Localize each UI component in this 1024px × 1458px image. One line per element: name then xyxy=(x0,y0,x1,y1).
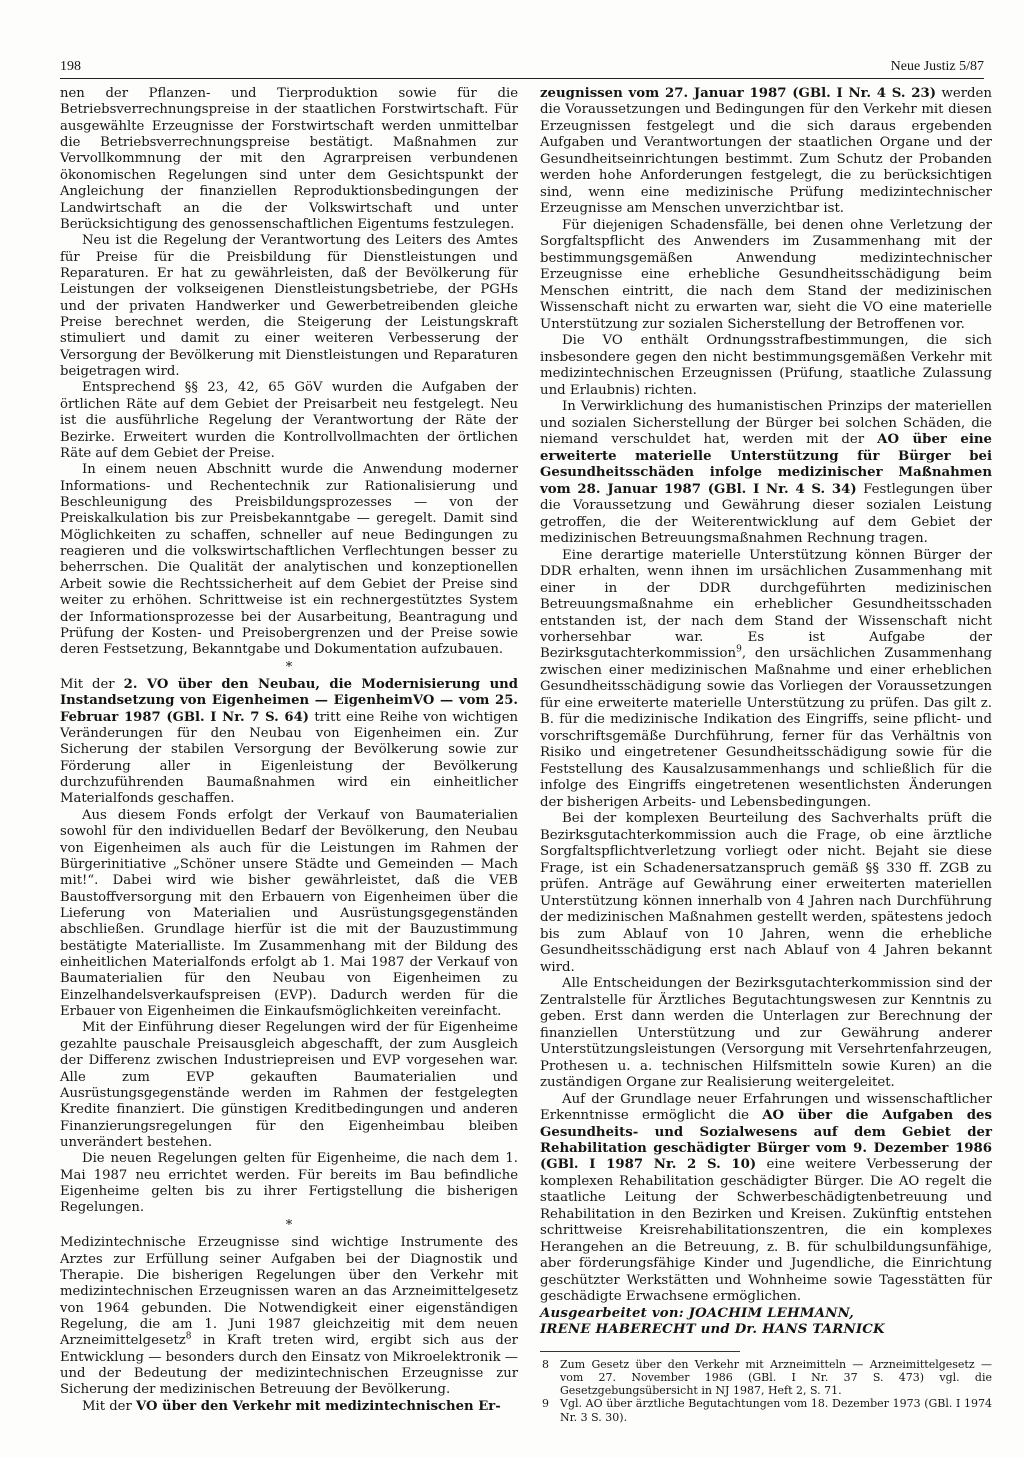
footnote xyxy=(540,1397,992,1423)
regulation-citation: AO über eine erweiterte materielle Unterstützung für Bürger bei Gesundheitsschäden infolge medizinischer Maßnahmen vom 28. Januar 1987 (GBl. I Nr. 4 S. 34) xyxy=(540,432,992,497)
footnote-ref: 8 xyxy=(185,1331,192,1342)
text-run: In Verwirklichung des humanistischen Prinzips der materiellen und sozialen Sicherstellung der Bürger bei solchen Schäden, die niemand verschuldet hat, werden mit der xyxy=(540,399,992,448)
page-number: 198 xyxy=(60,59,81,74)
author-byline: IRENE HABERECHT und Dr. HANS TARNICK xyxy=(540,1322,885,1338)
author-byline: Ausgearbeitet von: JOACHIM LEHMANN, xyxy=(540,1305,854,1321)
text-run: Mit der xyxy=(82,1398,136,1414)
footnote-ref: 9 xyxy=(736,645,742,656)
footnote-number: 8 xyxy=(542,1357,549,1371)
footnote-number: 9 xyxy=(542,1397,549,1411)
text-run: werden die Voraussetzungen und Bedingungen für den Verkehr mit diesen Erzeugnissen festgelegt und die sich daraus ergebenden Aufgaben und Verantwortungen der staatlichen Organe und der Gesundheitseinrichtungen bestimmt. Zum Schutz der Probanden werden hohe Anforderungen festgelegt, die zu berücksichtigen sind, wenn eine medizinische Prüfung medizintechnischer Erzeugnisse am Menschen unverzichtbar ist. xyxy=(540,86,992,217)
footnote-text: Zum Gesetz über den Verkehr mit Arzneimitteln — Arzneimittelgesetz — vom 27. November 1986 (GBl. I Nr. 37 S. 473) vgl. die Gesetzgebungsübersicht in NJ 1987, Heft 2, S. 71. xyxy=(560,1357,992,1398)
paragraph xyxy=(540,399,992,547)
regulation-citation: zeugnissen vom 27. Januar 1987 (GBl. I Nr. 4 S. 23) xyxy=(540,86,937,101)
right-column xyxy=(540,86,992,1424)
text-run: Festlegungen über die Voraussetzung und Gewährung dieser sozialen Leistung getroffen, die der Weiterentwicklung auf dem Gebiet der medizinischen Betreuungsmaßnahmen Rechnung tragen. xyxy=(540,481,992,547)
regulation-citation: 2. VO über den Neubau, die Modernisierung und Instandsetzung von Eigenheimen — EigenheimVO — vom 25. Februar 1987 (GBl. I Nr. 7 S. 64) xyxy=(60,676,518,725)
text-run: in Kraft treten wird, ergibt sich aus der Entwicklung — besonders durch den Einsatz von Mikroelektronik — und der Bedeutung der medizintechnischen Erzeugnisse zur Sicherung der medizinischen Betreuung der Bevölkerung. xyxy=(60,1333,518,1398)
paragraph: Für diejenigen Schadensfälle, bei denen ohne Verletzung der Sorgfaltspflicht des Anwenders im Zusammenhang mit der bestimmungsgemäßen Anwendung medizintechnischer Erzeugnisse eine erhebliche Gesundheitsschädigung beim Menschen eintritt, die nach dem Stand der medizinischen Wissenschaft nicht zu erwarten war, sieht die VO eine materielle Unterstützung zur sozialen Sicherstellung der Betroffenen vor. xyxy=(540,217,992,332)
text-run: Auf der Grundlage neuer Erfahrungen und wissenschaftlicher Erkenntnisse ermöglicht die xyxy=(540,1091,992,1124)
paragraph: Bei der komplexen Beurteilung des Sachverhalts prüft die Bezirksgutachterkommission auch die Frage, ob eine ärztliche Sorgfaltspflichtverletzung vorliegt oder nicht. Bejaht sie diese Frage, ist ein Schadenersatzanspruch gemäß §§ 330 ff. ZGB zu prüfen. Anträge auf Gewährung einer erweiterten materiellen Unterstützung können innerhalb von 4 Jahren nach Durchführung der medizinischen Maßnahmen gestellt werden, spätestens jedoch bis zum Ablauf von 10 Jahren, wenn die erhebliche Gesundheitsschädigung erst nach Ablauf von 4 Jahren bekannt wird. xyxy=(540,811,992,975)
paragraph: Die neuen Regelungen gelten für Eigenheime, die nach dem 1. Mai 1987 neu errichtet werden. Für bereits im Bau befindliche Eigenheime gelten bis zu ihrer Fertigstellung die bisherigen Regelungen. xyxy=(60,1151,518,1216)
paragraph xyxy=(540,548,992,812)
paragraph: Aus diesem Fonds erfolgt der Verkauf von Baumaterialien sowohl für den individuellen Bedarf der Bevölkerung, den Neubau von Eigenheimen als auch für die Leistungen im Rahmen der Bürgerinitiative „Schöner unsere Städte und Gemeinden — Mach mit!“. Dabei wird wie bisher gewährleistet, daß die VEB Baustoffversorgung mit den Erbauern von Eigenheimen über die Lieferung von Materialien und Ausrüstungsgegenständen abschließen. Grundlage hierfür ist die mit der Bauzustimmung bestätigte Materialliste. Im Zusammenhang mit der Bildung des einheitlichen Materialfonds erfolgt ab 1. Mai 1987 der Verkauf von Baumaterialien für den Neubau von Eigenheimen zu Einzelhandelsverkaufspreisen (EVP). Dadurch werden für die Erbauer von Eigenheimen die Einkaufsmöglichkeiten vereinfacht. xyxy=(60,807,518,1020)
left-column xyxy=(60,86,518,1415)
footnote xyxy=(540,1358,992,1398)
paragraph: In einem neuen Abschnitt wurde die Anwendung moderner Informations- und Rechentechnik zur Rationalisierung und Beschleunigung des Preisbildungsprozesses — von der Preiskalkulation bis zur Preisbekanntgabe — geregelt. Damit sind Möglichkeiten zu schaffen, schneller auf neue Bedingungen zu reagieren und die volkswirtschaftlichen Verflechtungen besser zu beherrschen. Die Qualität der analytischen und konzeptionellen Arbeit sowie die Rechtssicherheit auf dem Gebiet der Preise sind weiter zu erhöhen. Schrittweise ist ein rechnergestütztes System der Informationsprozesse bei der Ausarbeitung, Beantragung und Prüfung der Kosten- und Preisobergrenzen und der Preise sowie deren Festsetzung, Bekanntgabe und Dokumentation aufzubauen. xyxy=(60,462,518,658)
section-separator: * xyxy=(285,659,293,675)
footnote-divider xyxy=(540,1351,740,1352)
text-run: tritt eine Reihe von wichtigen Veränderungen für den Neubau von Eigenheimen ein. Zur Sicherung der stabilen Versorgung der Bevölkerung sowie zur Förderung aller in Eigenleistung der Bevölkerung durchzuführenden Baumaßnahmen wird ein einheitlicher Materialfonds geschaffen. xyxy=(60,709,518,807)
journal-issue: Neue Justiz 5/87 xyxy=(890,59,984,74)
footnote-text: Vgl. AO über ärztliche Begutachtungen vom 18. Dezember 1973 (GBl. I 1974 Nr. 3 S. 30). xyxy=(560,1397,992,1424)
regulation-citation: VO über den Verkehr mit medizintechnischen Er- xyxy=(135,1398,501,1414)
text-run: Medizintechnische Erzeugnisse sind wichtige Instrumente des Arztes zur Erfüllung seiner Aufgaben bei der Diagnostik und Therapie. Die bisherigen Regelungen über den Verkehr mit medizintechnischen Erzeugnissen waren an das Arzneimittelgesetz von 1964 gebunden. Die Notwendigkeit einer eigenständigen Regelung, die am 1. Juni 1987 gleichzeitig mit dem neuen Arzneimittelgesetz xyxy=(60,1235,518,1349)
paragraph: Entsprechend §§ 23, 42, 65 GöV wurden die Aufgaben der örtlichen Räte auf dem Gebiet der Preisarbeit neu festgelegt. Neu ist die ausführliche Regelung der Verantwortung der Räte der Bezirke. Erweitert wurden die Kontrollvollmachten der örtlichen Räte auf dem Gebiet der Preise. xyxy=(60,380,518,461)
text-run: Eine derartige materielle Unterstützung können Bürger der DDR erhalten, wenn ihnen im ursächlichen Zusammenhang mit einer in der DDR durchgeführten medizinischen Betreuungsmaßnahme ein erheblicher Gesundheitsschaden entstanden ist, der nach dem Stand der Wissenschaft nicht vorhersehbar war. Es ist Aufgabe der Bezirksgutachterkommission xyxy=(540,547,992,662)
paragraph xyxy=(60,1235,518,1399)
paragraph xyxy=(60,677,518,808)
text-run: Mit der xyxy=(60,676,124,692)
page-header xyxy=(60,56,984,79)
paragraph: Alle Entscheidungen der Bezirksgutachterkommission sind der Zentralstelle für Ärztliches Begutachtungswesen zur Kenntnis zu geben. Erst dann werden die Unterlagen zur Berechnung der finanziellen Unterstützung und zur Gewährung anderer Unterstützungsleistungen (Versorgung mit Versehrtenfahrzeugen, Prothesen u. a. technischen Hilfsmitteln sowie Kuren) an die zuständigen Organe zur Realisierung weitergeleitet. xyxy=(540,976,992,1091)
paragraph: Neu ist die Regelung der Verantwortung des Leiters des Amtes für Preise für die Preisbildung für Dienstleistungen und Reparaturen. Er hat zu gewährleisten, daß der Bevölkerung für Leistungen der volkseigenen Dienstleistungsbetriebe, der PGHs und der privaten Handwerker und Gewerbetreibenden gleiche Preise berechnet werden, die Steigerung der Leistungskraft stimuliert und damit zu einer weiteren Verbesserung der Versorgung der Bevölkerung mit Dienstleistungen und Reparaturen beigetragen wird. xyxy=(60,233,518,380)
paragraph xyxy=(60,1399,518,1415)
text-run: eine weitere Verbesserung der komplexen Rehabilitation geschädigter Bürger. Die AO regelt die staatliche Leitung der Schwerbeschädigtenbetreuung und Rehabilitation in den Bezirken und Kreisen. Zukünftig entstehen schrittweise Kreisrehabilitationszentren, die ein komplexes Herangehen an die Betreuung, z. B. für schulbildungsunfähige, aber förderungsfähige Kinder und Jugendliche, die Einrichtung geschützter Werkstätten und Wohnheime sowie Tagesstätten für geschädigte Erwachsene ermöglichen. xyxy=(540,1157,992,1305)
paragraph: nen der Pflanzen- und Tierproduktion sowie für die Betriebsverrechnungspreise in der staatlichen Forstwirtschaft. Für ausgewählte Erzeugnisse der Forstwirtschaft werden unmittelbar die Betriebsverrechnungspreise bestätigt. Maßnahmen zur Vervollkommnung der mit den Agrarpreisen verbundenen ökonomischen Regelungen sind unter dem Gesichtspunkt der Angleichung der finanziellen Reproduktionsbedingungen der Landwirtschaft an die der Volkswirtschaft und unter Berücksichtigung des genossenschaftlichen Eigentums festzulegen. xyxy=(60,86,518,232)
paragraph xyxy=(540,1092,992,1306)
section-separator: * xyxy=(285,1217,293,1233)
paragraph: Die VO enthält Ordnungsstrafbestimmungen, die sich insbesondere gegen den nicht bestimmungsgemäßen Verkehr mit medizintechnischen Erzeugnissen (Prüfung, staatliche Zulassung und Erlaubnis) richten. xyxy=(540,333,992,398)
regulation-citation: AO über die Aufgaben des Gesundheits- und Sozialwesens auf dem Gebiet der Rehabilitation geschädigter Bürger vom 9. Dezember 1986 (GBl. I 1987 Nr. 2 S. 10) xyxy=(540,1108,992,1173)
text-run: , den ursächlichen Zusammenhang zwischen einer medizinischen Maßnahme und einer erheblichen Gesundheitsschädigung sowie das Vorliegen der Voraussetzungen für eine erweiterte materielle Unterstützung zu prüfen. Das gilt z. B. für die medizinische Indikation des Eingriffs, seine pflicht- und vorschriftsgemäße Durchführung, ferner für das Verhältnis von Risiko und eingetretener Gesundheitsschädigung sowie für die Feststellung des Kausalzusammenhangs und schließlich für die infolge des Eingriffs eingetretenen wesentlichsten Änderungen der bisherigen Arbeits- und Lebensbedingungen. xyxy=(540,646,992,810)
paragraph: Mit der Einführung dieser Regelungen wird der für Eigenheime gezahlte pauschale Preisausgleich abgeschafft, der zum Ausgleich der Differenz zwischen Industriepreisen und EVP vorgesehen war. Alle zum EVP gekauften Baumaterialien und Ausrüstungsgegenstände werden im Rahmen der festgelegten Kredite finanziert. Die günstigen Kreditbedingungen und anderen Finanzierungsregelungen für den Eigenheimbau bleiben unverändert bestehen. xyxy=(60,1020,518,1150)
paragraph xyxy=(540,86,992,218)
